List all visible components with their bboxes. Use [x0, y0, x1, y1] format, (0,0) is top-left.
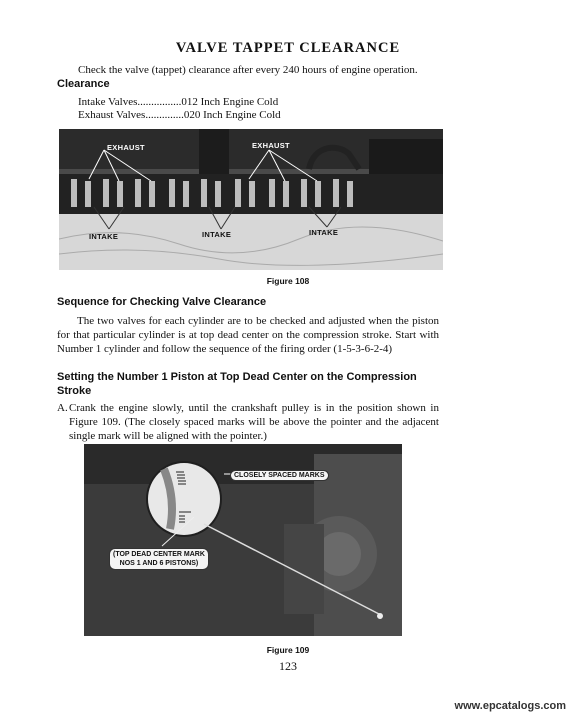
tdc-callout-line-1: (TOP DEAD CENTER MARK — [113, 551, 205, 558]
spec-row-intake — [78, 95, 378, 109]
intake-label-right: INTAKE — [309, 228, 339, 237]
clearance-heading: Clearance — [57, 78, 110, 90]
sequence-heading: Sequence for Checking Valve Clearance — [57, 296, 267, 308]
figure-109-photo — [84, 444, 402, 636]
spec-row-exhaust — [78, 108, 378, 122]
watermark: www.epcatalogs.com — [454, 700, 566, 712]
setting-heading: Setting the Number 1 Piston at Top Dead Center on the Compression Stroke — [57, 371, 417, 397]
figure-109-caption: Figure 109 — [266, 645, 310, 655]
spec-dots: ............... — [137, 96, 179, 108]
step-a-paragraph: Crank the engine slowly, until the crankshaft pulley is in the position shown in Figure 109. (The closely spaced marks will be above the pointer and the adjacent single mark will be aligned with the pointer.) — [69, 402, 439, 442]
spec-value: .012 Inch Engine Cold — [178, 96, 279, 108]
tdc-callout-line-2: NOS 1 AND 6 PISTONS) — [119, 560, 199, 567]
closely-spaced-marks-callout: CLOSELY SPACED MARKS — [230, 470, 329, 481]
figure-108-photo — [59, 129, 443, 270]
step-a-letter: A. — [57, 402, 68, 414]
page-number: 123 — [279, 659, 297, 673]
sequence-paragraph: The two valves for each cylinder are to be checked and adjusted when the piston for that particular cylinder is at top dead center on the compression stroke. Start with Number 1 cylinder and follow the sequence of the firing order (1-5-3-6-2-4) — [57, 315, 439, 355]
spec-value: .020 Inch Engine Cold — [181, 109, 281, 121]
intro-text: Check the valve (tappet) clearance after every 240 hours of engine operation. — [78, 64, 418, 76]
exhaust-label-left: EXHAUST — [107, 143, 145, 152]
spec-label: Intake Valves — [78, 96, 138, 108]
spec-label: Exhaust Valves — [78, 109, 146, 121]
spec-dots: ............. — [145, 109, 182, 121]
tdc-mark-callout — [109, 548, 209, 570]
intake-label-left: INTAKE — [89, 232, 119, 241]
figure-108-caption: Figure 108 — [266, 276, 310, 286]
exhaust-label-right: EXHAUST — [252, 141, 290, 150]
intake-label-middle: INTAKE — [202, 230, 232, 239]
page-title: VALVE TAPPET CLEARANCE — [175, 40, 401, 56]
